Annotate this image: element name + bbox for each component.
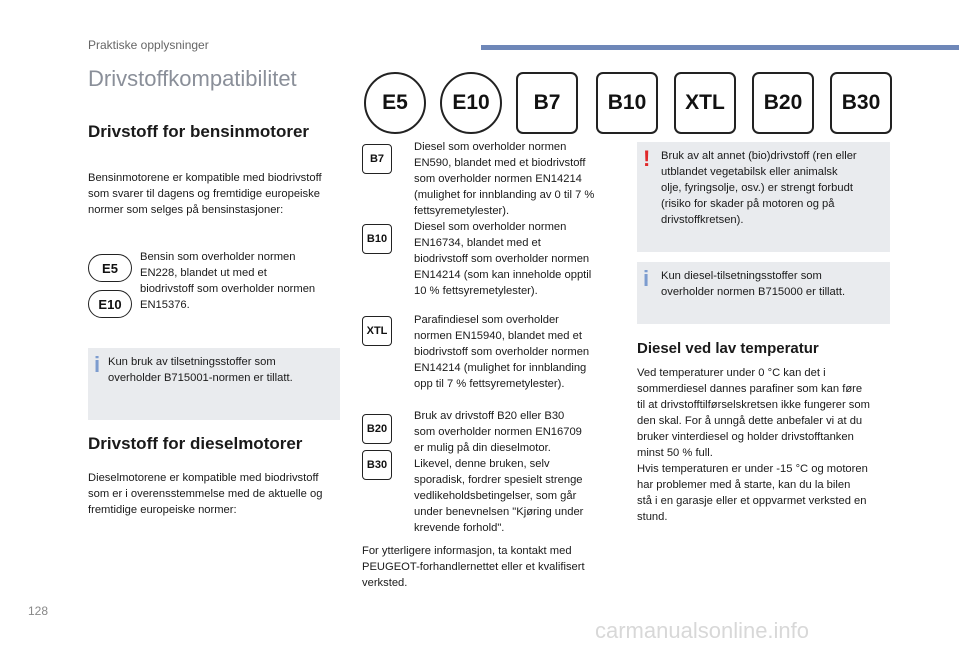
watermark: carmanualsonline.info [595,618,810,643]
b7-description: Diesel som overholder normen EN590, blandet med et biodrivstoff som overholder normen EN14214 (mulighet for innblanding av 0 til 7 % fettsyremetylester). [414,141,595,217]
fuel-badge-e10-icon: E10 [440,72,502,134]
warning-icon: ! [643,146,651,171]
xtl-description: Parafindiesel som overholder normen EN15940, blandet med et biodrivstoff som overholder normen EN14214 (mulighet for innblanding opp til 7 % fettsyremetylester). [414,314,590,390]
info-icon: i [643,266,650,291]
b10-badge-icon: B10 [362,224,392,254]
fuel-badge-b20-icon: B20 [752,72,814,134]
b7-badge-icon: B7 [362,144,392,174]
fuel-badge-xtl-icon: XTL [674,72,736,134]
e5-badge-icon: E5 [88,254,132,282]
section-header: Praktiske opplysninger [88,38,209,52]
header-accent-bar [481,45,959,50]
low-temp-heading: Diesel ved lav temperatur [637,340,819,357]
fuel-badge-b30-icon: B30 [830,72,892,134]
diesel-info-box: i Kun diesel-tilsetningsstoffer som overholder normen B715000 er tillatt. [637,262,890,324]
xtl-badge-icon: XTL [362,316,392,346]
middle-footer-text: For ytterligere informasjon, ta kontakt med PEUGEOT-forhandlernettet eller et kvalifisert verksted. [362,545,585,589]
fuel-badge-b7-icon: B7 [516,72,578,134]
low-temp-text: Ved temperaturer under 0 °C kan det i sommerdiesel dannes parafiner som kan føre til at drivstofftilførselskretsen ikke fungerer som den skal. For å unngå dette anbefaler vi at du bruker vinterdiesel og holder drivstofftanken minst 50 % full. Hvis temperaturen er under -15 °C og motoren har problemer med å starte, kan du la bilen stå i en garasje eller et oppvarmet verksted en stund. [637,367,870,523]
page-title: Drivstoffkompatibilitet [88,66,297,91]
gasoline-info-box: i Kun bruk av tilsetningsstoffer som overholder B715001-normen er tillatt. [88,348,340,420]
info-icon: i [94,352,101,377]
fuel-badge-b10-icon: B10 [596,72,658,134]
gasoline-intro: Bensinmotorene er kompatible med biodrivstoff som svarer til dagens og fremtidige europeiske normer som selges på bensinstasjoner: [88,172,322,216]
diesel-intro: Dieselmotorene er kompatible med biodrivstoff som er i overensstemmelse med de aktuelle og fremtidige europeiske normer: [88,472,323,516]
gasoline-heading: Drivstoff for bensinmotorer [88,122,310,141]
e5-e10-description: Bensin som overholder normen EN228, blandet ut med et biodrivstoff som overholder normen EN15376. [140,251,316,311]
b30-badge-icon: B30 [362,450,392,480]
b10-description: Diesel som overholder normen EN16734, blandet med et biodrivstoff som overholder normen EN14214 (som kan inneholde opptil 10 % fettsyremetylester). [414,221,592,297]
page-number: 128 [28,604,49,618]
diesel-heading: Drivstoff for dieselmotorer [88,434,303,453]
e10-badge-icon: E10 [88,290,132,318]
b20-badge-icon: B20 [362,414,392,444]
fuel-badge-e5-icon: E5 [364,72,426,134]
b20-b30-description: Bruk av drivstoff B20 eller B30 som overholder normen EN16709 er mulig på din dieselmotor. Likevel, denne bruken, selv sporadisk, fordrer spesielt strenge vedlikeholdsbetingelser, som går under benevnelsen "Kjøring under krevende forhold". [414,410,584,534]
warning-box: ! Bruk av alt annet (bio)drivstoff (ren eller utblandet vegetabilsk eller animalsk olje, fyringsolje, osv.) er strengt forbudt (risiko for skader på motoren og på drivstoffkretsen). [637,142,890,252]
